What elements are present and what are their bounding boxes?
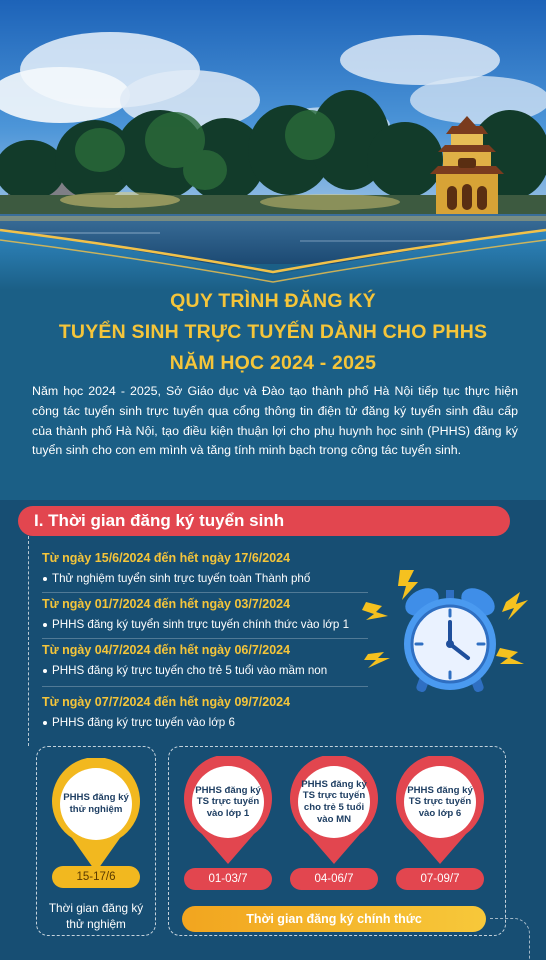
official-pin-text-1: PHHS đăng ký TS trực tuyến vào lớp 1 <box>195 784 261 819</box>
section-heading: I. Thời gian đăng ký tuyển sinh <box>18 506 510 536</box>
official-label: Thời gian đăng ký chính thức <box>182 906 486 932</box>
period-date: Từ ngày 07/7/2024 đến hết ngày 09/7/2024 <box>42 695 291 709</box>
trial-pin-text: PHHS đăng ký thử nghiệm <box>63 792 129 815</box>
page-title <box>0 286 546 379</box>
official-date-pill-2: 04-06/7 <box>290 868 378 890</box>
period-date: Từ ngày 04/7/2024 đến hết ngày 06/7/2024 <box>42 643 291 657</box>
period-2 <box>42 596 372 633</box>
title-line-2: TUYỂN SINH TRỰC TUYẾN DÀNH CHO PHHS <box>58 321 488 343</box>
period-date: Từ ngày 15/6/2024 đến hết ngày 17/6/2024 <box>42 551 291 565</box>
official-pin-text-3: PHHS đăng ký TS trực tuyến vào lớp 6 <box>407 784 473 819</box>
trial-date-pill: 15-17/6 <box>52 866 140 888</box>
period-item: PHHS đăng ký tuyển sinh trực tuyến chính thức vào lớp 1 <box>42 617 372 633</box>
divider <box>42 638 368 639</box>
period-1 <box>42 550 372 587</box>
period-item: PHHS đăng ký trực tuyến cho trẻ 5 tuổi vào mầm non <box>42 663 372 679</box>
official-pin-text-2: PHHS đăng ký TS trực tuyến cho trẻ 5 tuổi vào MN <box>301 778 367 825</box>
title-line-1: QUY TRÌNH ĐĂNG KÝ <box>170 290 376 312</box>
period-date: Từ ngày 01/7/2024 đến hết ngày 03/7/2024 <box>42 597 291 611</box>
period-4 <box>42 694 372 731</box>
period-3 <box>42 642 372 679</box>
period-item: PHHS đăng ký trực tuyến vào lớp 6 <box>42 715 372 731</box>
trial-label: Thời gian đăng ký thử nghiệm <box>48 901 144 931</box>
period-item: Thử nghiệm tuyển sinh trực tuyến toàn Thành phố <box>42 571 372 587</box>
divider <box>42 686 368 687</box>
title-line-3: NĂM HỌC 2024 - 2025 <box>169 352 377 374</box>
intro-paragraph: Năm học 2024 - 2025, Sở Giáo dục và Đào tạo thành phố Hà Nội tiếp tục thực hiện công tác tuyển sinh trực tuyến qua cổng thông tin điện tử đăng ký tuyển sinh đầu cấp của thành phố Hà Nội, tạo điều kiện thuận lợi cho phụ huynh học sinh (PHHS) đăng ký tuyển sinh cho con em mình và tăng tính minh bạch trong công tác tuyển sinh. <box>32 384 518 458</box>
timeline-line <box>28 536 29 746</box>
divider <box>42 592 368 593</box>
official-date-pill-3: 07-09/7 <box>396 868 484 890</box>
hero-image <box>0 0 546 290</box>
official-date-pill-1: 01-03/7 <box>184 868 272 890</box>
alarm-clock-icon <box>360 562 540 702</box>
timeline-connector <box>490 918 530 960</box>
